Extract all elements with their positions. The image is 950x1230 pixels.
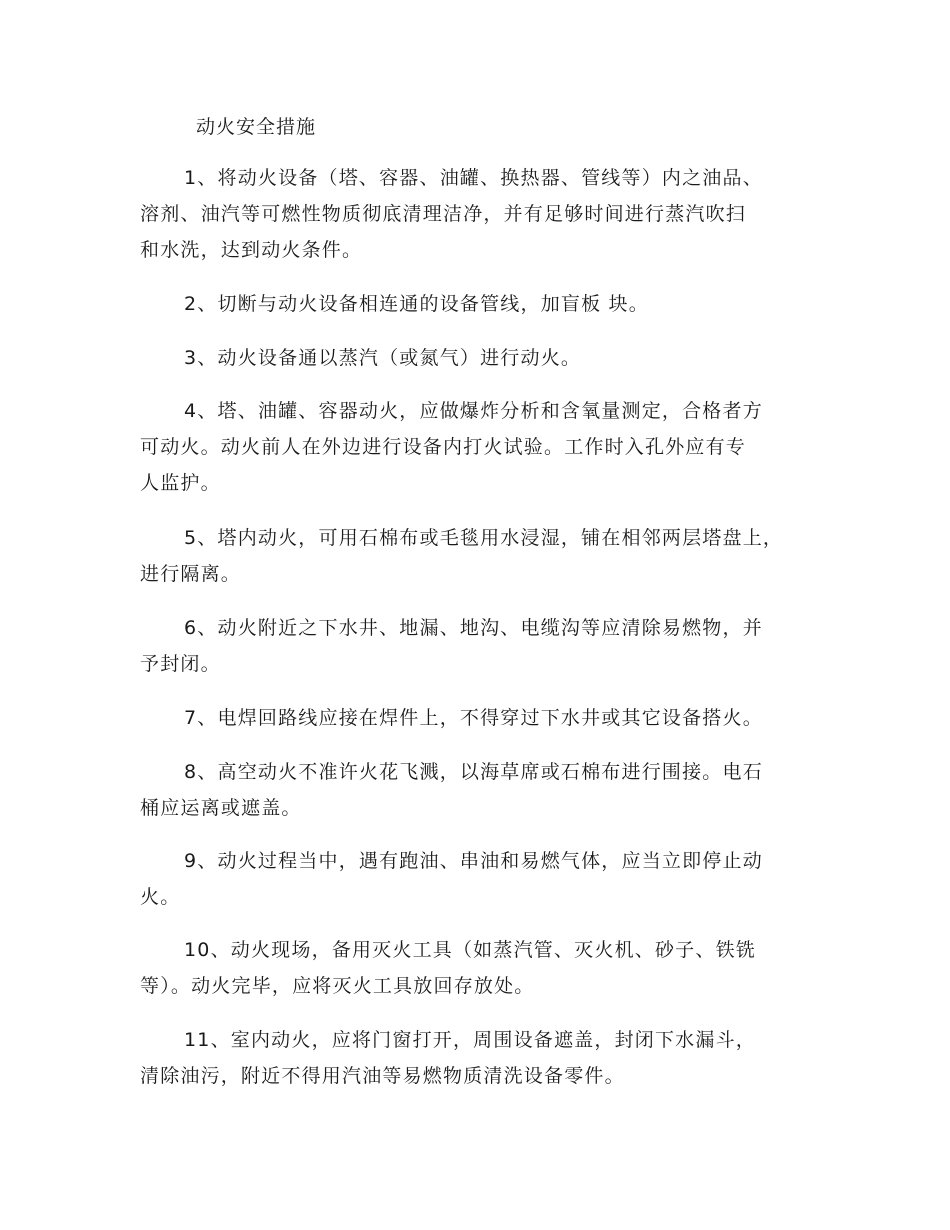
paragraph-line: 桶应运离或遮盖。 [140, 797, 302, 819]
paragraph-line: 3、动火设备通以蒸汽（或氮气）进行动火。 [184, 347, 582, 369]
paragraph-line: 清除油污，附近不得用汽油等易燃物质清洗设备零件。 [140, 1065, 625, 1087]
paragraph-line: 6、动火附近之下水井、地漏、地沟、电缆沟等应清除易燃物，并 [184, 617, 763, 639]
paragraph-line: 予封闭。 [140, 653, 221, 675]
paragraph-line: 火。 [140, 886, 181, 908]
paragraph-11 [140, 1022, 820, 1094]
paragraph-6 [140, 610, 820, 682]
paragraph-line: 人监护。 [140, 472, 221, 494]
paragraph-5 [140, 520, 820, 592]
paragraph-line: 11、室内动火，应将门窗打开，周围设备遮盖，封闭下水漏斗， [184, 1029, 756, 1051]
paragraph-7 [140, 700, 820, 736]
paragraph-line: 9、动火过程当中，遇有跑油、串油和易燃气体，应当立即停止动 [184, 850, 763, 872]
paragraph-line: 4、塔、油罐、容器动火，应做爆炸分析和含氧量测定，合格者方 [184, 400, 763, 422]
paragraph-line: 可动火。动火前人在外边进行设备内打火试验。工作时入孔外应有专 [140, 436, 747, 458]
paragraph-4 [140, 393, 820, 501]
paragraph-line: 溶剂、油汽等可燃性物质彻底清理洁净，并有足够时间进行蒸汽吹扫 [140, 203, 747, 225]
document-title: 动火安全措施 [196, 116, 317, 138]
paragraph-line: 8、高空动火不准许火花飞溅，以海草席或石棉布进行围接。电石 [184, 761, 763, 783]
paragraph-8 [140, 754, 820, 826]
paragraph-10 [140, 932, 820, 1004]
paragraph-line: 2、切断与动火设备相连通的设备管线，加盲板 块。 [184, 293, 649, 315]
paragraph-1 [140, 160, 820, 268]
paragraph-line: 5、塔内动火，可用石棉布或毛毯用水浸湿，铺在相邻两层塔盘上， [184, 527, 784, 549]
paragraph-line: 等）。动火完毕，应将灭火工具放回存放处。 [140, 975, 535, 997]
paragraph-9 [140, 843, 820, 915]
paragraph-2 [140, 286, 820, 322]
paragraph-line: 进行隔离。 [140, 563, 242, 585]
paragraph-line: 10、动火现场，备用灭火工具（如蒸汽管、灭火机、砂子、铁铣 [184, 939, 756, 961]
paragraph-line: 和水洗，达到动火条件。 [140, 239, 363, 261]
paragraph-line: 1、将动火设备（塔、容器、油罐、换热器、管线等）内之油品、 [184, 167, 763, 189]
paragraph-3 [140, 340, 820, 376]
paragraph-line: 7、电焊回路线应接在焊件上，不得穿过下水井或其它设备搭火。 [184, 707, 763, 729]
